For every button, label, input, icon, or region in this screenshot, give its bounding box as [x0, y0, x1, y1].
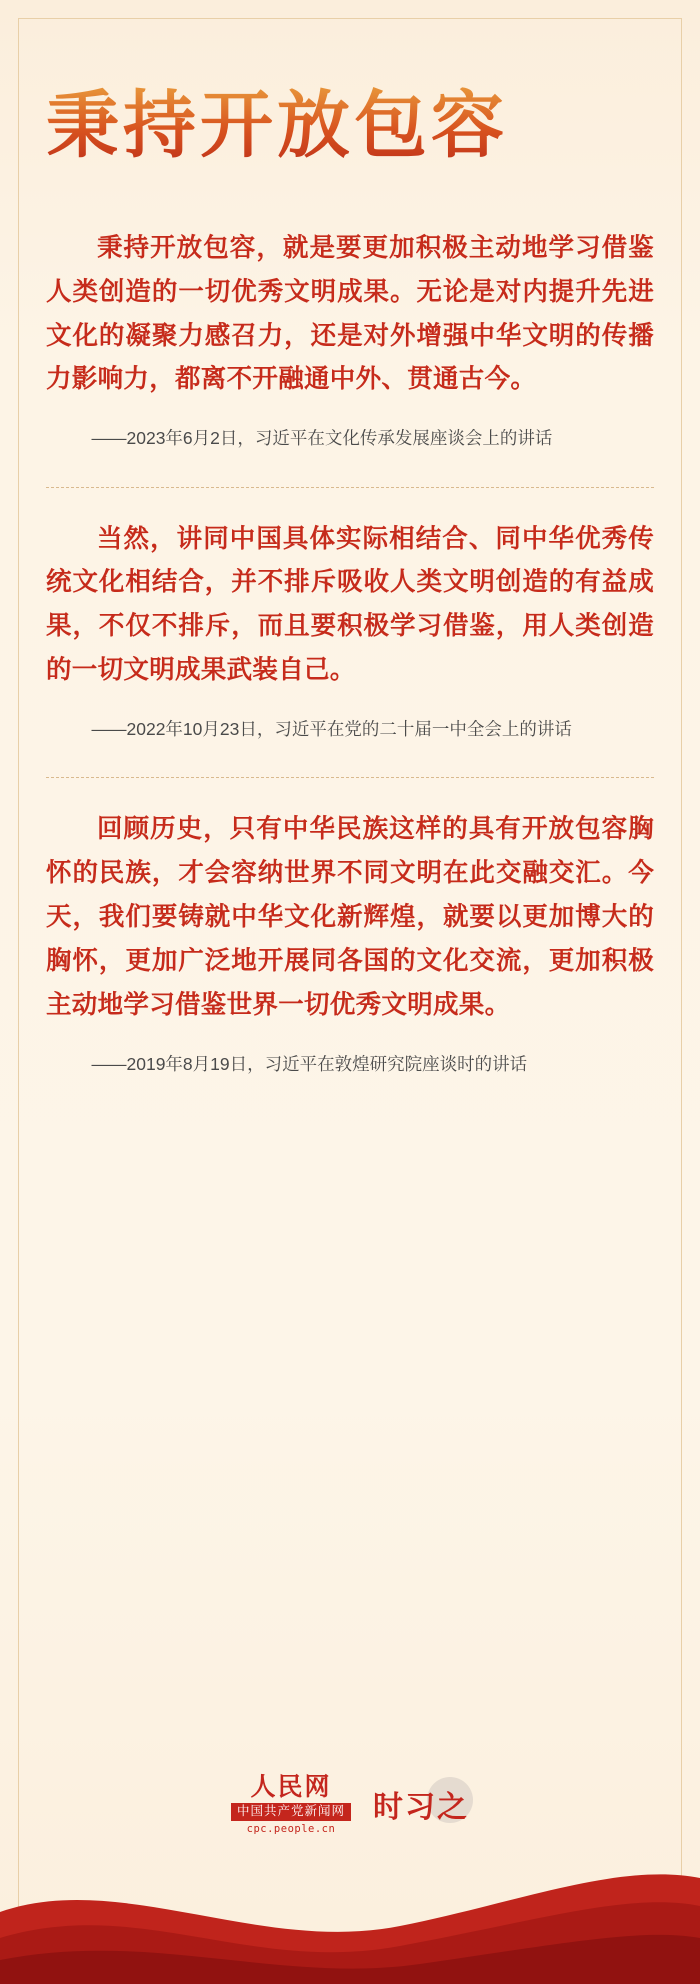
people-logo-url: cpc.people.cn — [246, 1822, 336, 1835]
footer-logos — [0, 1774, 700, 1834]
quote-source: ——2019年8月19日，习近平在敦煌研究院座谈时的讲话 — [91, 1053, 528, 1074]
quote-block-3 — [46, 808, 654, 1078]
quote-source: ——2022年10月23日，习近平在党的二十届一中全会上的讲话 — [91, 719, 572, 740]
quote-text: 秉持开放包容，就是要更加积极主动地学习借鉴人类创造的一切优秀文明成果。无论是对内提升先进文化的凝聚力感召力，还是对外增强中华文明的传播力影响力，都离不开融通中外、贯通古今。 — [46, 233, 654, 394]
quote-block-2 — [46, 518, 654, 744]
people-daily-logo — [231, 1774, 351, 1834]
quote-block-1 — [46, 227, 654, 453]
quote-text: 当然，讲同中国具体实际相结合、同中华优秀传统文化相结合，并不排斥吸收人类文明创造的有益成果，不仅不排斥，而且要积极学习借鉴，用人类创造的一切文明成果武装自己。 — [46, 524, 654, 685]
page-title: 秉持开放包容 — [46, 86, 654, 165]
bottom-wave-decoration — [0, 1834, 700, 1984]
quote-text: 回顾历史，只有中华民族这样的具有开放包容胸怀的民族，才会容纳世界不同文明在此交融交汇。今天，我们要铸就中华文化新辉煌，就要以更加博大的胸怀，更加广泛地开展同各国的文化交流，更加积极主动地学习借鉴世界一切优秀文明成果。 — [46, 815, 654, 1019]
people-logo-title: 人民网 — [250, 1772, 332, 1801]
shixi-logo-label: 时习之 — [373, 1790, 469, 1825]
shixi-logo — [373, 1775, 469, 1833]
divider — [46, 777, 654, 778]
people-logo-subtitle: 中国共产党新闻网 — [231, 1803, 351, 1821]
quote-source: ——2023年6月2日，习近平在文化传承发展座谈会上的讲话 — [91, 428, 553, 449]
divider — [46, 487, 654, 488]
